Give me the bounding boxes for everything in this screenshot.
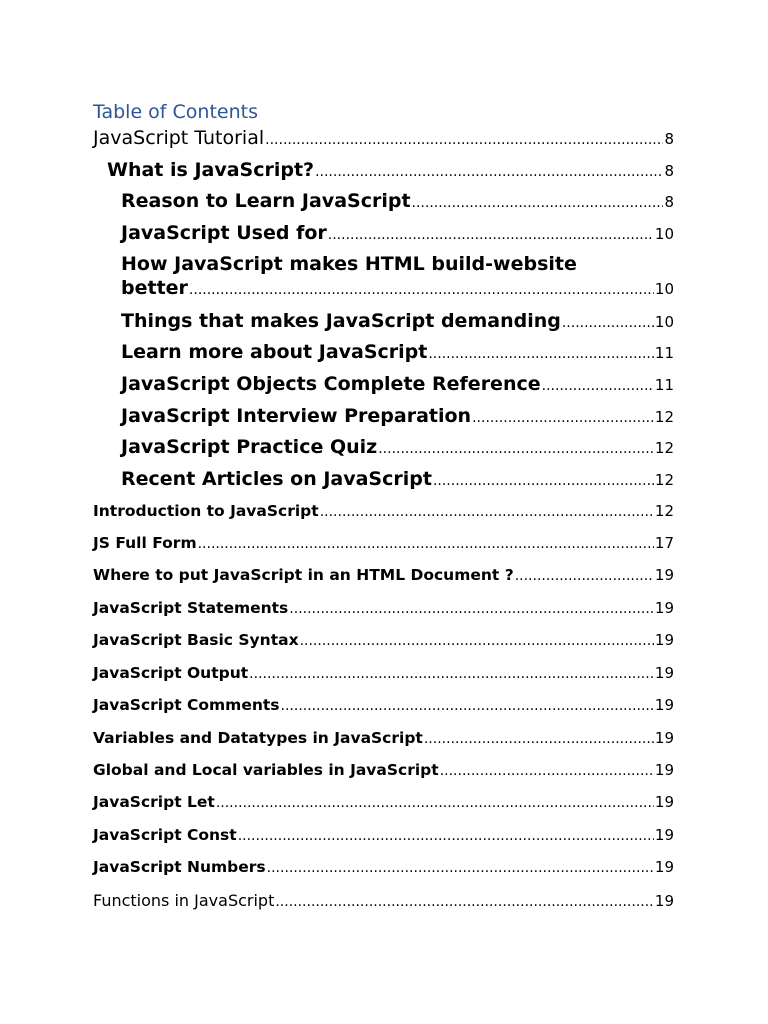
toc-entry[interactable] <box>93 793 674 811</box>
toc-entry-title: JavaScript Numbers <box>93 858 266 876</box>
toc-leader <box>472 410 654 426</box>
toc-entry[interactable] <box>93 502 674 520</box>
toc-page-number: 12 <box>654 408 674 426</box>
toc-leader <box>315 164 663 180</box>
toc-entry-title: Introduction to JavaScript <box>93 502 319 520</box>
toc-leader <box>267 860 654 876</box>
toc-leader <box>424 731 654 747</box>
toc-entry-title: Where to put JavaScript in an HTML Document ? <box>93 566 514 584</box>
toc-page-number: 8 <box>664 162 674 180</box>
toc-page-number: 19 <box>654 599 674 617</box>
toc-page-number: 8 <box>664 130 674 148</box>
toc-page-number: 17 <box>654 534 674 552</box>
toc-entry-title: JavaScript Interview Preparation <box>121 405 472 427</box>
toc-leader <box>433 473 654 489</box>
toc-entry[interactable] <box>107 159 674 181</box>
toc-heading: Table of Contents <box>93 101 258 123</box>
toc-entry-title-line1: How JavaScript makes HTML build-website <box>121 253 577 275</box>
toc-leader <box>216 795 654 811</box>
toc-entry-title: JavaScript Practice Quiz <box>121 436 378 458</box>
toc-page-number: 19 <box>654 858 674 876</box>
toc-entry-title: Reason to Learn JavaScript <box>121 190 411 212</box>
toc-leader <box>562 315 654 331</box>
toc-entry-title: Functions in JavaScript <box>93 891 275 910</box>
toc-entry[interactable] <box>121 405 674 427</box>
toc-entry[interactable] <box>93 534 674 552</box>
toc-entry-title: JavaScript Output <box>93 664 249 682</box>
toc-entry-title: JavaScript Let <box>93 793 215 811</box>
toc-entry-title: JavaScript Objects Complete Reference <box>121 373 541 395</box>
toc-entry-title-line2: better <box>121 277 188 299</box>
toc-entry[interactable] <box>93 858 674 876</box>
toc-leader <box>328 227 654 243</box>
toc-entry-line2 <box>121 277 674 299</box>
toc-entry-title: Learn more about JavaScript <box>121 341 428 363</box>
toc-entry[interactable] <box>93 127 674 149</box>
toc-leader <box>440 763 654 779</box>
toc-leader <box>289 601 654 617</box>
toc-leader <box>198 536 654 552</box>
toc-page-number: 11 <box>654 376 674 394</box>
toc-page-number: 19 <box>654 892 674 910</box>
toc-entry-title: JavaScript Basic Syntax <box>93 631 299 649</box>
toc-page-number: 19 <box>654 761 674 779</box>
toc-entry-title: JavaScript Tutorial <box>93 127 265 149</box>
toc-leader <box>275 894 654 910</box>
toc-leader <box>412 195 664 211</box>
toc-entry[interactable] <box>93 729 674 747</box>
toc-entry[interactable] <box>93 891 674 910</box>
toc-entry-title: Variables and Datatypes in JavaScript <box>93 729 423 747</box>
toc-entry[interactable] <box>93 599 674 617</box>
toc-entry[interactable] <box>121 436 674 458</box>
toc-entry-title: JavaScript Used for <box>121 222 327 244</box>
toc-page-number: 10 <box>654 225 674 243</box>
toc-entry-title: JavaScript Const <box>93 826 237 844</box>
toc-entry-title: JS Full Form <box>93 534 197 552</box>
toc-page-number: 19 <box>654 631 674 649</box>
toc-entry[interactable] <box>121 252 674 299</box>
toc-leader <box>265 132 663 148</box>
toc-leader <box>189 282 654 298</box>
toc-page-number: 19 <box>654 729 674 747</box>
toc-leader <box>300 633 654 649</box>
toc-entry[interactable] <box>121 222 674 244</box>
toc-page-number: 10 <box>654 280 674 298</box>
toc-page-number: 19 <box>654 696 674 714</box>
toc-entry[interactable] <box>93 631 674 649</box>
toc-page-number: 10 <box>654 313 674 331</box>
toc-leader <box>378 441 654 457</box>
toc-page-number: 8 <box>664 193 674 211</box>
toc-leader <box>281 698 654 714</box>
toc-page-number: 12 <box>654 439 674 457</box>
toc-entry[interactable] <box>121 468 674 490</box>
toc-entry-title: Global and Local variables in JavaScript <box>93 761 439 779</box>
toc-page-number: 19 <box>654 793 674 811</box>
toc-entry[interactable] <box>121 190 674 212</box>
toc-entry-title: What is JavaScript? <box>107 159 315 181</box>
toc-leader <box>320 504 654 520</box>
toc-entry[interactable] <box>121 310 674 332</box>
toc-entry[interactable] <box>93 826 674 844</box>
toc-entry-title: JavaScript Comments <box>93 696 280 714</box>
toc-entry-title: Recent Articles on JavaScript <box>121 468 432 490</box>
toc-leader <box>238 828 654 844</box>
toc-entry[interactable] <box>93 566 674 584</box>
toc-leader <box>428 346 654 362</box>
toc-leader <box>542 378 654 394</box>
toc-page-number: 19 <box>654 566 674 584</box>
toc-entry[interactable] <box>93 664 674 682</box>
toc-page-number: 19 <box>654 826 674 844</box>
toc-page-number: 12 <box>654 502 674 520</box>
toc-leader <box>515 568 654 584</box>
toc-entry[interactable] <box>121 373 674 395</box>
toc-page-number: 19 <box>654 664 674 682</box>
toc-page-number: 12 <box>654 471 674 489</box>
toc-entry-title: Things that makes JavaScript demanding <box>121 310 561 332</box>
toc-entry[interactable] <box>121 341 674 363</box>
toc-entry[interactable] <box>93 696 674 714</box>
toc-leader <box>249 666 654 682</box>
toc-page-number: 11 <box>654 344 674 362</box>
toc-entry[interactable] <box>93 761 674 779</box>
toc-entry-title: JavaScript Statements <box>93 599 289 617</box>
